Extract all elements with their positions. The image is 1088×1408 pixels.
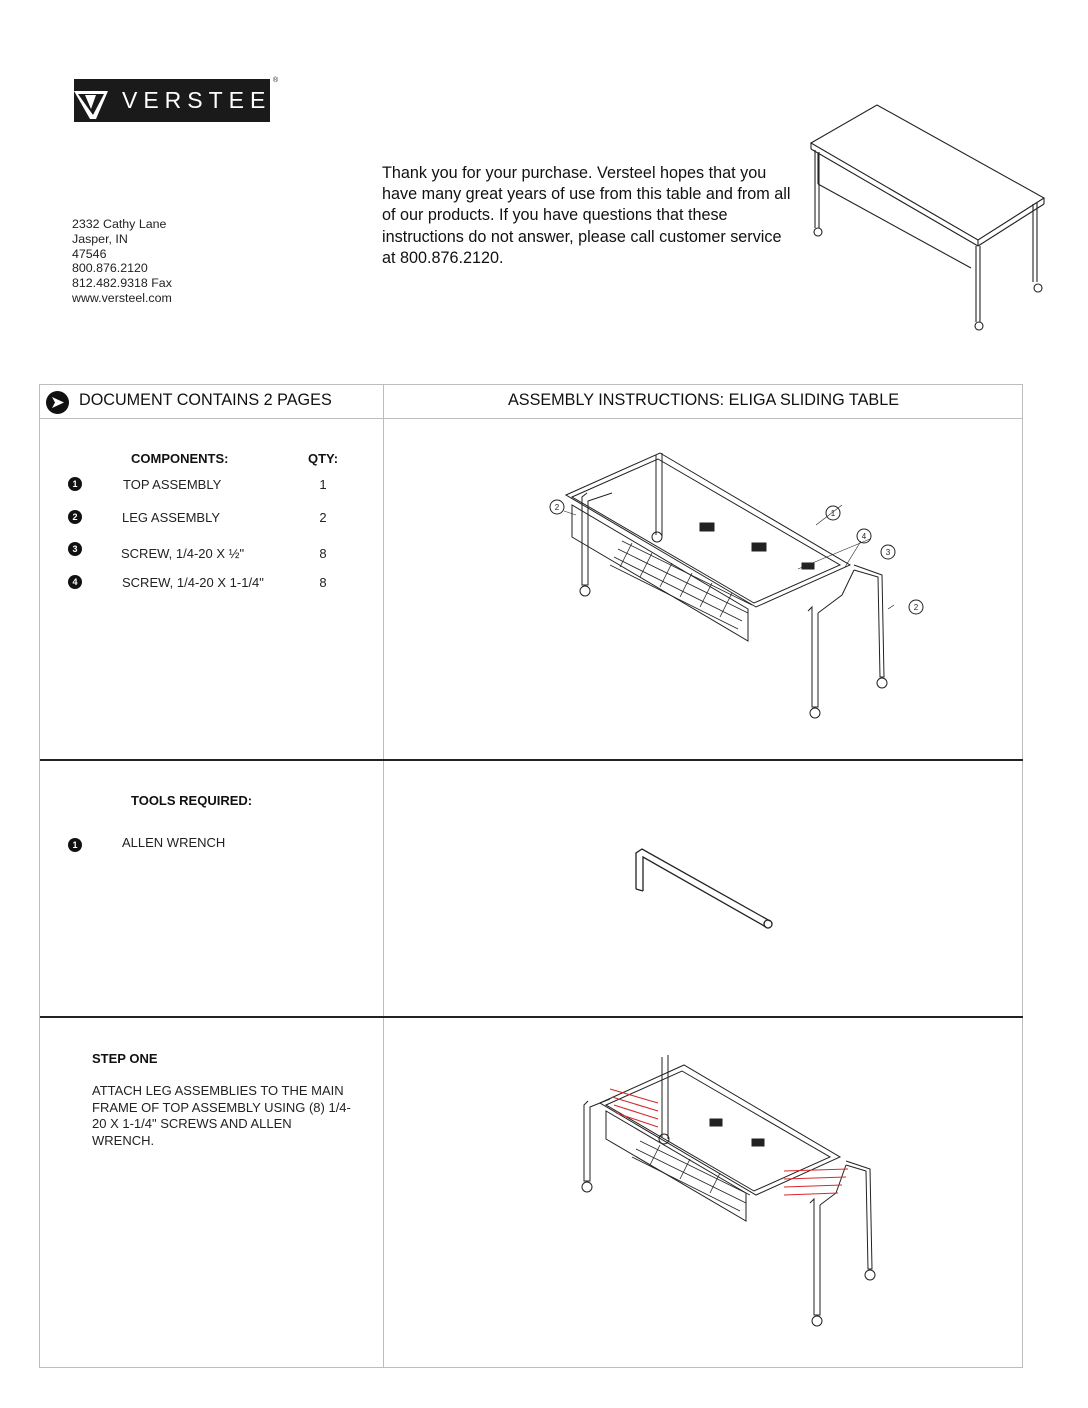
- header-divider: [40, 418, 1023, 419]
- table-illustration: [806, 100, 1052, 336]
- tool-label: ALLEN WRENCH: [122, 835, 226, 850]
- address-block: [72, 217, 172, 306]
- component-qty: 8: [319, 546, 327, 561]
- arrow-right-icon: [46, 391, 69, 414]
- step-one-instructions: ATTACH LEG ASSEMBLIES TO THE MAIN FRAME OF TOP ASSEMBLY USING (8) 1/4-20 X 1-1/4" SCREWS AND ALLEN WRENCH.: [92, 1083, 351, 1148]
- component-number: 3: [68, 542, 82, 556]
- logo-text: VERSTEEL: [122, 87, 291, 113]
- component-label: SCREW, 1/4-20 X 1-1/4": [122, 575, 264, 590]
- step-one-assembly-drawing: [540, 1053, 880, 1353]
- component-number: 4: [68, 575, 82, 589]
- address-street: 2332 Cathy Lane: [72, 217, 167, 231]
- address-city: Jasper, IN: [72, 231, 128, 246]
- component-qty: 1: [319, 477, 327, 492]
- component-number: 2: [68, 510, 82, 524]
- callout-label: 1: [830, 509, 836, 518]
- component-qty: 8: [319, 575, 327, 590]
- qty-heading: QTY:: [308, 451, 339, 466]
- document-title: ASSEMBLY INSTRUCTIONS: ELIGA SLIDING TABLE: [507, 391, 899, 409]
- pages-note: DOCUMENT CONTAINS 2 PAGES: [79, 391, 332, 409]
- address-website: www.versteel.com: [72, 290, 172, 305]
- step-one-heading: STEP ONE: [92, 1051, 158, 1066]
- address-fax: 812.482.9318 Fax: [72, 276, 172, 291]
- logo-reg-mark: ®: [273, 77, 279, 84]
- versteel-logo: [74, 77, 291, 122]
- section-divider-step: [40, 1016, 1023, 1018]
- allen-wrench-icon: [634, 845, 780, 935]
- callout-label: 3: [885, 548, 891, 557]
- column-divider: [383, 385, 384, 1368]
- tool-number: 1: [68, 838, 82, 852]
- component-label: SCREW, 1/4-20 X ½": [121, 546, 245, 561]
- components-heading: COMPONENTS:: [131, 451, 229, 466]
- tools-heading: TOOLS REQUIRED:: [131, 793, 253, 808]
- component-label: TOP ASSEMBLY: [123, 477, 222, 492]
- instructions-grid: [39, 384, 1023, 1368]
- exploded-assembly-drawing: [502, 445, 919, 735]
- logo-v-mark-icon: [74, 79, 114, 122]
- callout-label: 2: [913, 603, 919, 612]
- component-qty: 2: [319, 510, 327, 525]
- section-divider-tools: [40, 759, 1023, 761]
- address-zip: 47546: [72, 246, 107, 261]
- component-label: LEG ASSEMBLY: [122, 510, 221, 525]
- address-phone: 800.876.2120: [72, 261, 148, 276]
- callout-label: 4: [861, 532, 867, 541]
- component-number: 1: [68, 477, 82, 491]
- callout-label: 2: [554, 503, 560, 512]
- thank-you-message: Thank you for your purchase. Versteel hopes that you have many great years of use from this table and from all of our products. If you have questions that these instructions do not answer, please call customer service at 800.876.2120.: [382, 164, 791, 267]
